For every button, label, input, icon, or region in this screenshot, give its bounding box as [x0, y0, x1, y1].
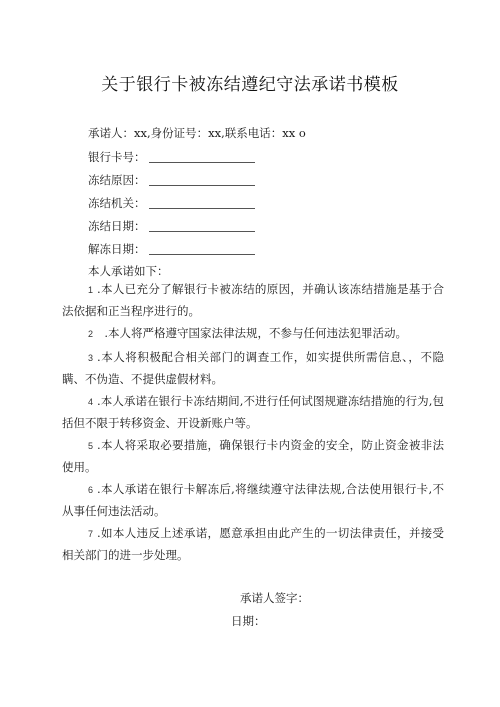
- fill-blank: [149, 231, 255, 232]
- field-unfreeze-date: [88, 242, 146, 256]
- signer-signature-label: 承诺人签字：: [240, 591, 309, 605]
- item-text: .本人将采取必要措施，确保银行卡内资金的安全，防止资金被非法使用。: [62, 438, 444, 474]
- promisor-info-line: 承诺人：xx,身份证号：xx,联系电话：xx o: [88, 126, 306, 140]
- promise-intro: 本人承诺如下：: [88, 264, 169, 278]
- item-number: 7: [88, 529, 94, 539]
- fill-blank: [149, 185, 255, 186]
- signature-date-label: 日期：: [231, 614, 266, 628]
- item-number: 1: [88, 285, 94, 295]
- item-text: .本人承诺在银行卡冻结期间,不进行任何试图规避冻结措施的行为,包括但不限于转移资金、开设新账户等。: [62, 394, 444, 430]
- item-text: .本人已充分了解银行卡被冻结的原因，并确认该冻结措施是基于合法依据和正当程序进行的。: [62, 282, 444, 318]
- fill-blank: [149, 162, 255, 163]
- item-text: .本人将严格遵守国家法律法规，不参与任何违法犯罪活动。: [97, 326, 407, 340]
- field-label: 冻结原因：: [88, 173, 146, 187]
- fill-blank: [149, 254, 255, 255]
- field-label: 银行卡号：: [88, 150, 146, 164]
- field-freeze-reason: [88, 173, 146, 187]
- promise-item-1: [62, 279, 444, 322]
- promise-item-7: [62, 523, 444, 566]
- item-text: .本人承诺在银行卡解冻后,将继续遵守法律法规,合法使用银行卡,不从事任何违法活动。: [62, 482, 444, 518]
- promise-item-5: [62, 435, 444, 478]
- field-card-number: [88, 150, 146, 164]
- item-number: 5: [88, 441, 94, 451]
- field-freeze-date: [88, 219, 146, 233]
- promise-item-3: [62, 347, 444, 390]
- field-label: 解冻日期：: [88, 242, 146, 256]
- promise-item-6: [62, 479, 444, 522]
- document-title: 关于银行卡被冻结遵纪守法承诺书模板: [101, 75, 399, 95]
- promise-item-2: [62, 323, 444, 345]
- fill-blank: [149, 208, 255, 209]
- field-freeze-authority: [88, 196, 146, 210]
- item-number: 2: [88, 329, 94, 339]
- item-text: .本人将积极配合相关部门的调查工作，如实提供所需信息、，不隐瞒、不伪造、不提供虚假材料。: [62, 350, 444, 386]
- item-number: 4: [88, 397, 94, 407]
- item-text: .如本人违反上述承诺，愿意承担由此产生的一切法律责任，并接受相关部门的进一步处理。: [62, 526, 444, 562]
- item-number: 6: [88, 485, 94, 495]
- item-number: 3: [88, 353, 94, 363]
- promise-item-4: [62, 391, 444, 434]
- field-label: 冻结机关：: [88, 196, 146, 210]
- field-label: 冻结日期：: [88, 219, 146, 233]
